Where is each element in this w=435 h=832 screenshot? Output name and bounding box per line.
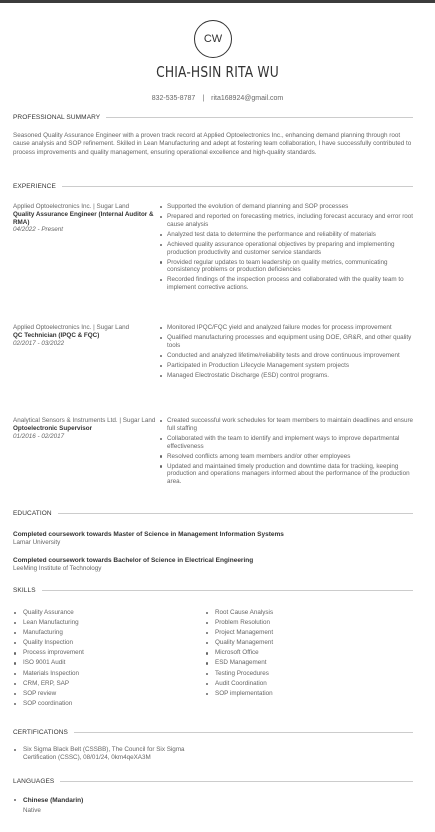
section-header-languages [13, 776, 413, 786]
skill-item: Testing Procedures [205, 669, 273, 679]
skill-item: Materials Inspection [13, 669, 84, 679]
language-item [13, 796, 83, 815]
job-dates: 02/2017 - 03/2022 [13, 339, 65, 347]
skill-item: ESD Management [205, 658, 273, 668]
summary-text: Seasoned Quality Assurance Engineer with a proven track record at Applied Optoelectronics Inc., enhancing demand planning through root cause analysis and SOP refinement. Skilled in Lean Manufacturing and adept at fostering team collaboration, I have successfully contributed to process improvements and quality management, ensuring operational excellence and high-quality standards. [13, 132, 412, 156]
job-2-bullets [160, 324, 414, 382]
skill-item: CRM, ERP, SAP [13, 679, 84, 689]
section-header-experience [13, 181, 413, 191]
job-bullet: Prepared and reported on forecasting metrics, including forecast accuracy and error root cause analysis [160, 213, 414, 229]
job-bullet: Monitored IPQC/FQC yield and analyzed failure modes for process improvement [160, 324, 414, 332]
job-bullet: Conducted and analyzed lifetime/reliability tests and drove continuous improvement [160, 352, 414, 360]
section-title: EXPERIENCE [13, 182, 56, 190]
skill-item: Lean Manufacturing [13, 618, 84, 628]
email-address: rita168924@gmail.com [211, 95, 284, 102]
job-title: Optoelectronic Supervisor [13, 424, 93, 432]
section-divider [60, 781, 413, 782]
job-dates: 04/2022 - Present [13, 226, 64, 234]
section-header-skills [13, 585, 413, 595]
skill-item: Manufacturing [13, 628, 84, 638]
phone-number: 832-535-8787 [151, 95, 196, 102]
job-dates: 01/2016 - 02/2017 [13, 432, 65, 440]
languages-list [13, 796, 83, 815]
section-title: EDUCATION [13, 509, 52, 517]
job-bullet: Resolved conflicts among team members and/or other employees [160, 453, 414, 461]
job-bullet: Qualified manufacturing processes and equipment using DOE, GR&R, and other quality tools [160, 334, 414, 350]
job-bullet: Analyzed test data to determine the performance and reliability of materials [160, 231, 414, 239]
job-bullet: Provided regular updates to team leadership on quality metrics, communicating consistency problems or production deficiencies [160, 259, 414, 275]
monogram-badge [194, 20, 232, 58]
skill-item: Process improvement [13, 648, 84, 658]
skill-item: ISO 9001 Audit [13, 658, 84, 668]
section-divider [58, 513, 413, 514]
certifications-list [13, 746, 213, 762]
job-entry-1 [13, 203, 158, 234]
education-entry-2 [13, 556, 413, 574]
section-title: LANGUAGES [13, 777, 55, 785]
job-3-bullets [160, 417, 414, 488]
job-bullet: Managed Electrostatic Discharge (ESD) control programs. [160, 372, 414, 380]
job-entry-2 [13, 324, 158, 347]
job-bullet: Updated and maintained timely production and downtime data for tracking, keeping production and operations managers informed about the performance of the production area. [160, 463, 414, 486]
monogram-text: CW [203, 33, 223, 45]
section-divider [42, 590, 413, 591]
school-name: LeeMing Institute of Technology [13, 565, 102, 572]
skill-item: Quality Inspection [13, 638, 84, 648]
skill-item: Quality Assurance [13, 608, 84, 618]
degree-title: Completed coursework towards Master of Science in Management Information Systems [13, 531, 284, 538]
skill-item: SOP review [13, 689, 84, 699]
job-bullet: Collaborated with the team to identify and implement ways to improve departmental effectiveness [160, 435, 414, 451]
job-bullet: Achieved quality assurance operational objectives by preparing and implementing production productivity and customer service standards [160, 241, 414, 257]
school-name: Lamar University [13, 539, 61, 546]
language-name: Chinese (Mandarin) [23, 797, 84, 804]
job-1-bullets [160, 203, 414, 294]
section-header-certifications [13, 727, 413, 737]
contact-separator: | [202, 95, 205, 102]
job-title: QC Technician (IPQC & FQC) [13, 331, 100, 339]
skill-item: SOP implementation [205, 689, 273, 699]
section-header-education [13, 508, 413, 518]
skill-item: Problem Resolution [205, 618, 273, 628]
section-header-summary [13, 112, 413, 122]
candidate-name: CHIA-HSIN RITA WU [156, 63, 279, 81]
education-entry-1 [13, 530, 413, 548]
job-bullet: Supported the evolution of demand planning and SOP processes [160, 203, 414, 211]
skill-item: Project Management [205, 628, 273, 638]
certification-item: Six Sigma Black Belt (CSSBB), The Council for Six Sigma Certification (CSSC), 08/01/24, 0km4qeXA3M [13, 746, 213, 762]
job-entry-3 [13, 417, 158, 440]
section-title: CERTIFICATIONS [13, 728, 68, 736]
skill-item: Root Cause Analysis [205, 608, 273, 618]
section-divider [62, 186, 413, 187]
job-bullet: Created successful work schedules for team members to maintain deadlines and ensure full staffing [160, 417, 414, 433]
job-title: Quality Assurance Engineer (Internal Auditor & RMA) [13, 210, 154, 226]
contact-line [0, 95, 435, 102]
section-divider [74, 732, 413, 733]
section-title: SKILLS [13, 586, 36, 594]
section-title: PROFESSIONAL SUMMARY [13, 113, 101, 121]
skills-left-column [13, 608, 84, 709]
job-bullet: Participated in Production Lifecycle Management system projects [160, 362, 414, 370]
job-bullet: Recorded findings of the inspection process and collaborated with the quality team to implement corrective actions. [160, 276, 414, 292]
language-level: Native [23, 807, 41, 814]
skill-item: Audit Coordination [205, 679, 273, 689]
job-company: Analytical Sensors & Instruments Ltd. | Sugar Land [13, 417, 156, 424]
section-divider [106, 117, 413, 118]
degree-title: Completed coursework towards Bachelor of Science in Electrical Engineering [13, 557, 254, 564]
skills-right-column [205, 608, 273, 699]
top-accent-bar [0, 0, 435, 3]
skill-item: Microsoft Office [205, 648, 273, 658]
job-company: Applied Optoelectronics Inc. | Sugar Land [13, 324, 130, 331]
skill-item: SOP coordination [13, 699, 84, 709]
job-company: Applied Optoelectronics Inc. | Sugar Land [13, 203, 130, 210]
skill-item: Quality Management [205, 638, 273, 648]
